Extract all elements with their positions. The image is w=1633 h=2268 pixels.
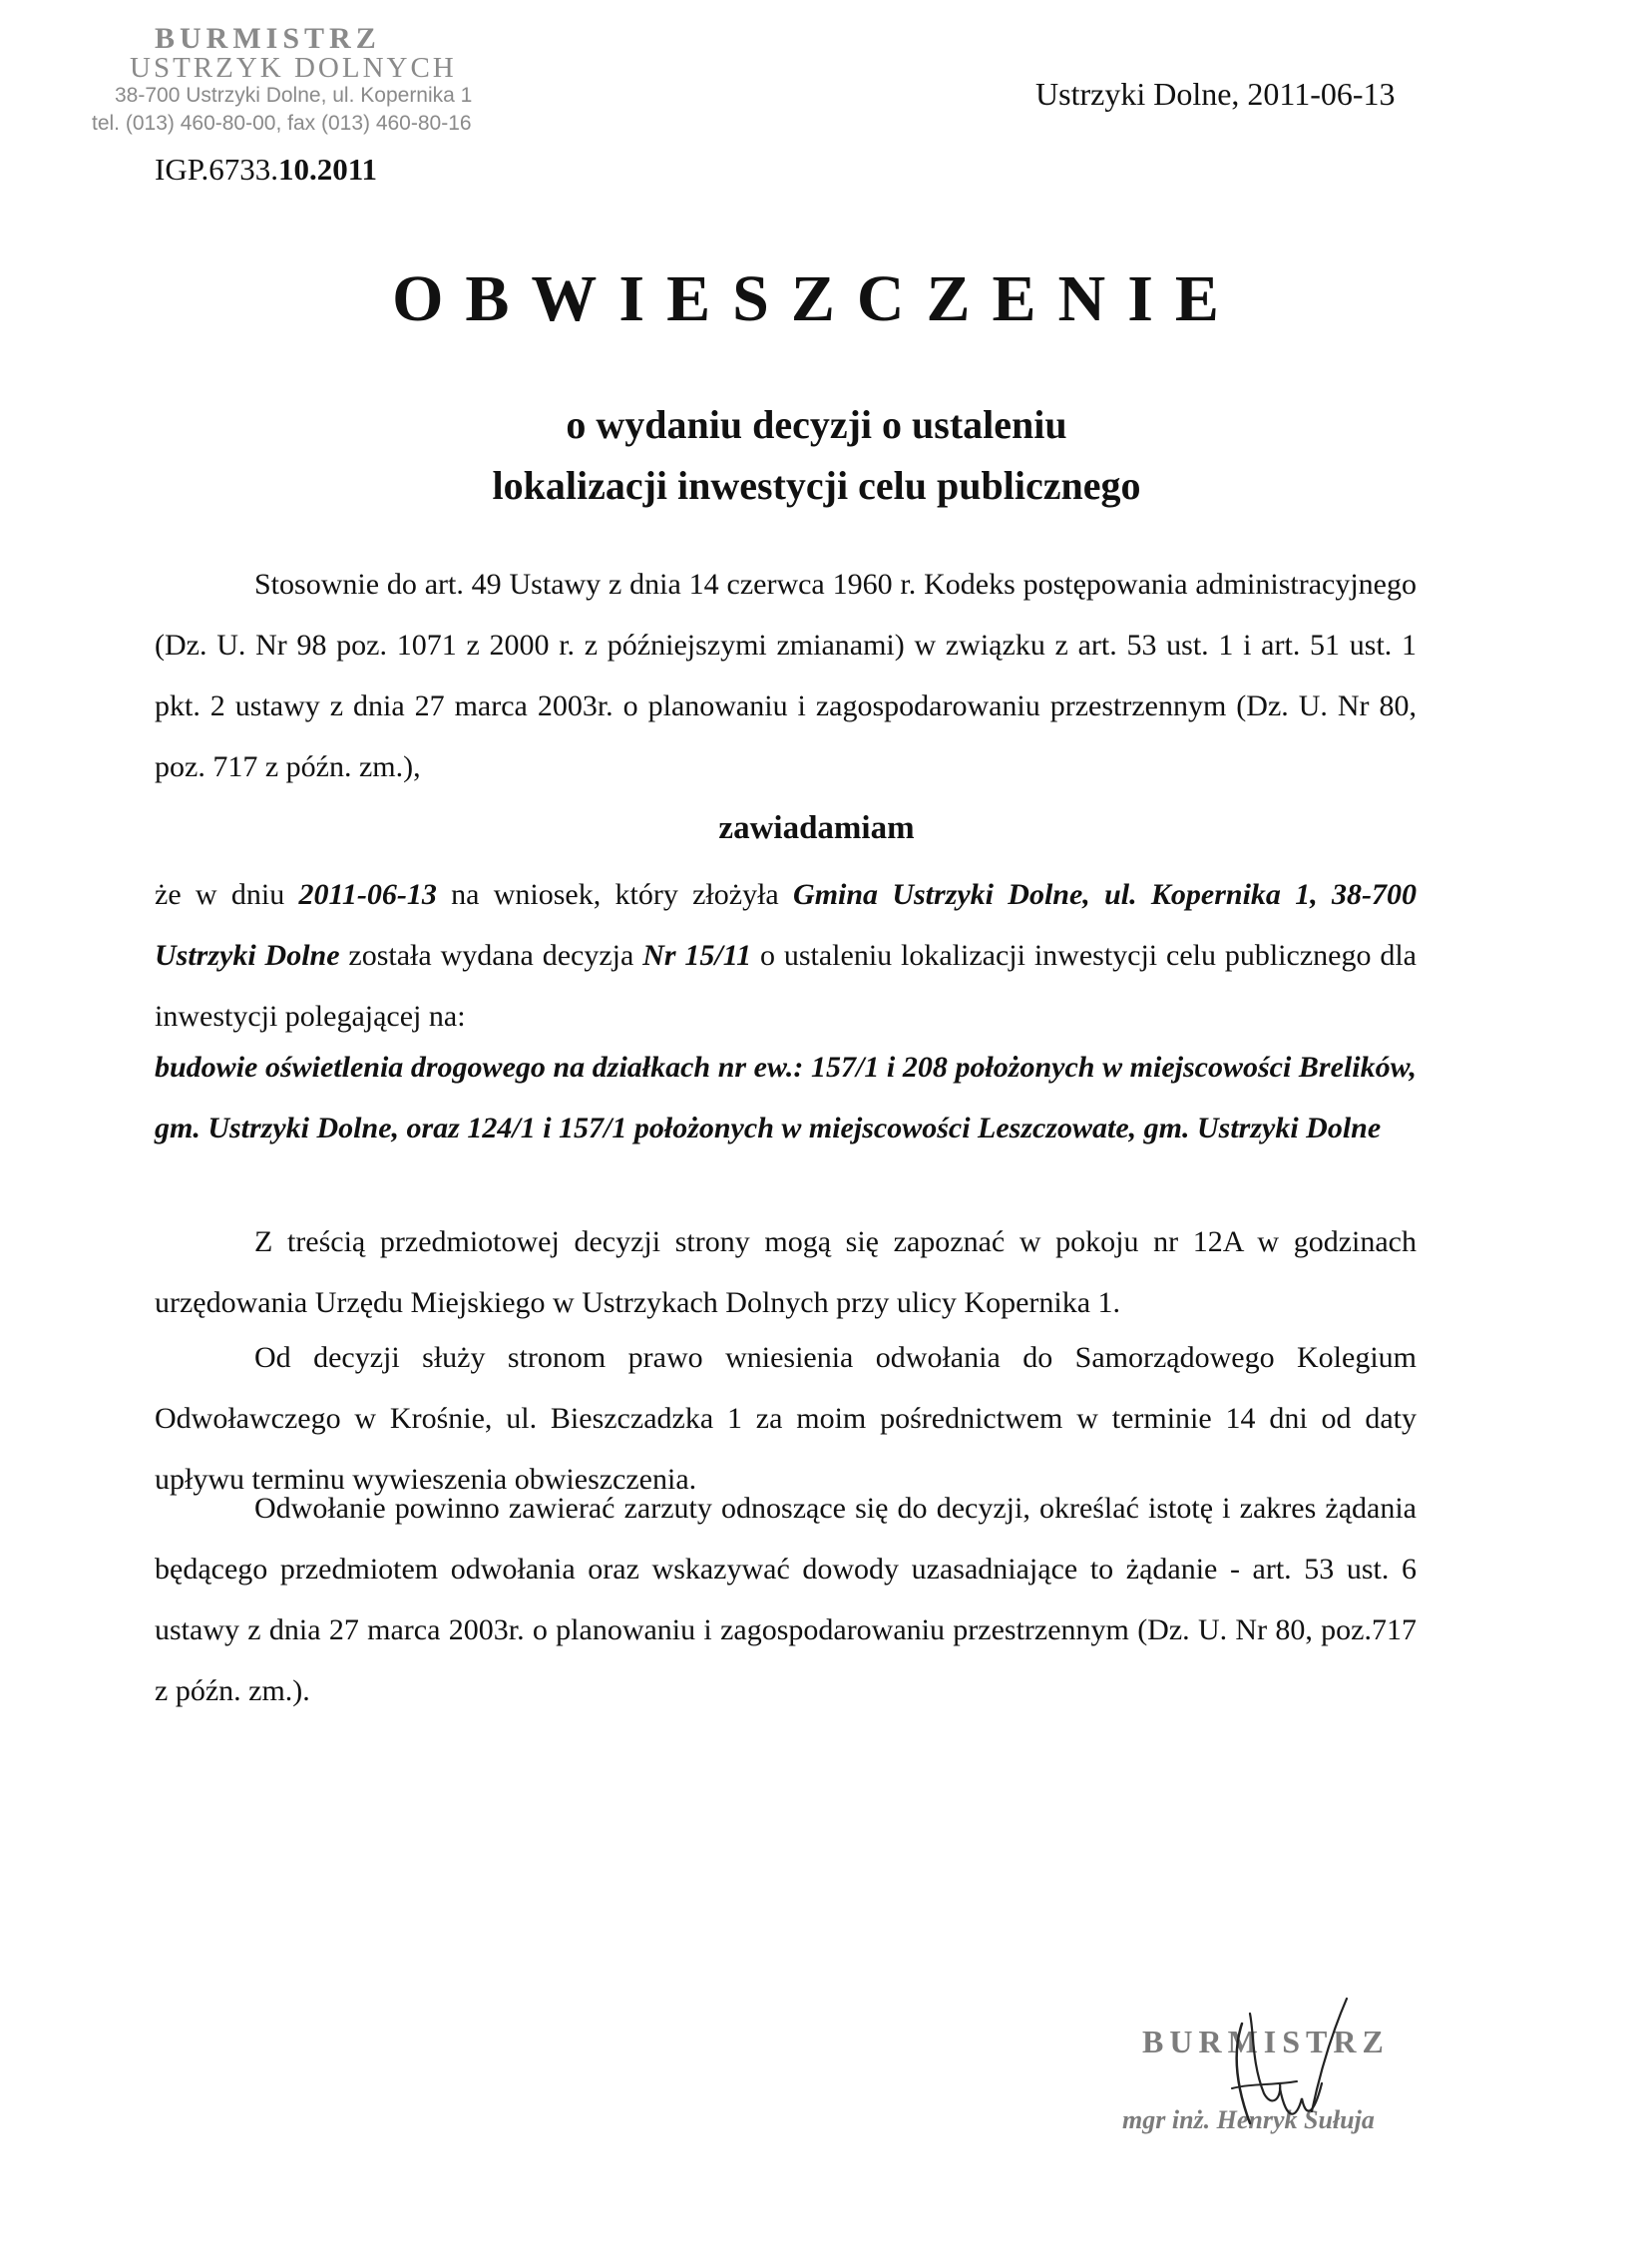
decision-number: Nr 15/11 (642, 939, 752, 972)
decision-text-2: na wniosek, który złożyła (436, 878, 794, 911)
notify-heading: zawiadamiam (718, 810, 915, 846)
handwritten-signature (1202, 1994, 1352, 2143)
decision-applicant: Gmina Ustrzyki Dolne, ul. Kopernika 1, 38-700 Ustrzyki Dolne (155, 878, 1417, 972)
stamp-address: 38-700 Ustrzyki Dolne, ul. Kopernika 1 (115, 84, 473, 107)
access-paragraph: Z treścią przedmiotowej decyzji strony mogą się zapoznać w pokoju nr 12A w godzinach urzędowania Urzędu Miejskiego w Ustrzykach Dolnych przy ulicy Kopernika 1. (155, 1225, 1417, 1319)
decision-paragraph (155, 864, 1417, 1047)
case-ref-prefix: IGP.6733. (155, 152, 279, 187)
appeal-content-paragraph: Odwołanie powinno zawierać zarzuty odnoszące się do decyzji, określać istotę i zakres żądania będącego przedmiotem odwołania oraz wskazywać dowody uzasadniające to żądanie - art. 53 ust. 6 ustawy z dnia 27 marca 2003r. o planowaniu i zagospodarowaniu przestrzennym (Dz. U. Nr 80, poz.717 z późn. zm.). (155, 1492, 1417, 1707)
place-date: Ustrzyki Dolne, 2011-06-13 (1035, 76, 1396, 112)
decision-text-1: że w dniu (155, 878, 299, 911)
case-reference (155, 152, 377, 188)
intro-paragraph: Stosownie do art. 49 Ustawy z dnia 14 czerwca 1960 r. Kodeks postępowania administracyjnego (Dz. U. Nr 98 poz. 1071 z 2000 r. z późniejszymi zmianami) w związku z art. 53 ust. 1 i art. 51 ust. 1 pkt. 2 ustawy z dnia 27 marca 2003r. o planowaniu i zagospodarowaniu przestrzennym (Dz. U. Nr 80, poz. 717 z późn. zm.), (155, 568, 1417, 783)
decision-date: 2011-06-13 (298, 878, 437, 911)
signature-title: BURMISTRZ (1142, 2024, 1390, 2059)
stamp-title: BURMISTRZ (155, 22, 381, 55)
case-ref-number: 10.2011 (278, 152, 378, 187)
document-title: OBWIESZCZENIE (392, 262, 1241, 335)
stamp-phone: tel. (013) 460-80-00, fax (013) 460-80-16 (92, 112, 472, 135)
signature-stamp (1122, 2016, 1481, 2185)
decision-text-3: została wydana decyzja (339, 939, 643, 972)
appeal-paragraph: Od decyzji służy stronom prawo wniesienia odwołania do Samorządowego Kolegium Odwoławczego w Krośnie, ul. Bieszczadzka 1 za moim pośrednictwem w terminie 14 dni od daty upływu terminu wywieszenia obwieszczenia. (155, 1341, 1417, 1496)
signatory-name: mgr inż. Henryk Sułuja (1122, 2105, 1375, 2134)
stamp-subtitle: USTRZYK DOLNYCH (130, 52, 457, 84)
decision-text-4: o ustaleniu lokalizacji inwestycji celu publicznego dla inwestycji polegającej na: (155, 939, 1417, 1033)
investment-description: budowie oświetlenia drogowego na działkach nr ew.: 157/1 i 208 położonych w miejscowości Brelików, gm. Ustrzyki Dolne, oraz 124/1 i 157/1 położonych w miejscowości Leszczowate, gm. Ustrzyki Dolne (155, 1051, 1417, 1144)
subtitle-line-2: lokalizacji inwestycji celu publicznego (492, 463, 1141, 508)
subtitle-line-1: o wydaniu decyzji o ustaleniu (566, 402, 1067, 447)
